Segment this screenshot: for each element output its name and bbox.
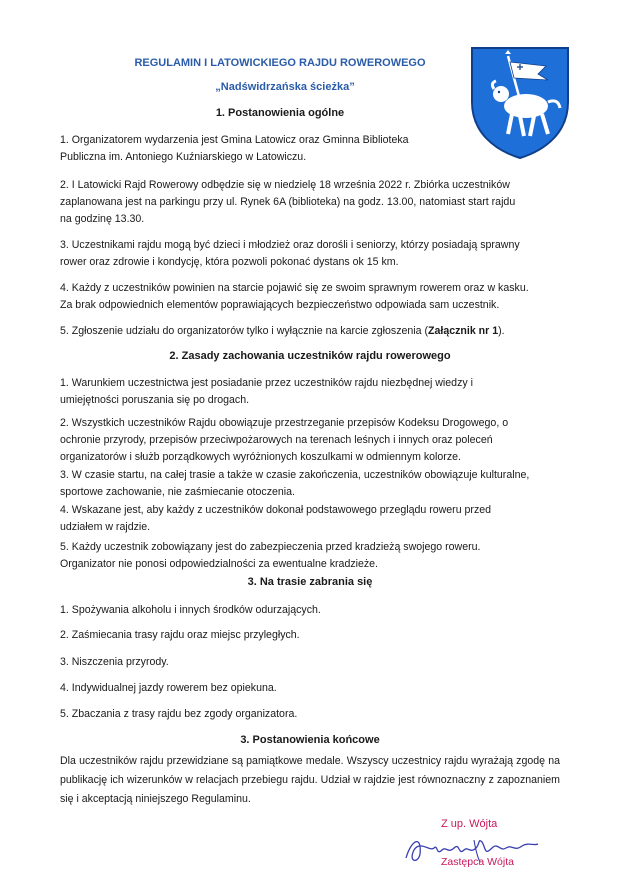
document-title: REGULAMIN I LATOWICKIEGO RAJDU ROWEROWEGO bbox=[134, 57, 426, 69]
list-item: 2. Zaśmiecania trasy rajdu oraz miejsc przyległych. bbox=[60, 629, 300, 641]
section-heading: 3. Na trasie zabrania się bbox=[247, 576, 373, 588]
list-item: 2. I Latowicki Rajd Rowerowy odbędzie się w niedzielę 18 września 2022 r. Zbiórka uczestników zaplanowana jest na parkingu przy ul. Rynek 6A (biblioteka) na godz. 13.00, natomiast start rajdu na godzinę 13.30. bbox=[60, 179, 516, 225]
list-item: 5. Każdy uczestnik zobowiązany jest do zabezpieczenia przed kradzieżą swojego roweru. Organizator nie ponosi odpowiedzialności za ewentualne kradzieże. bbox=[60, 541, 481, 570]
section-heading: 2. Zasady zachowania uczestników rajdu rowerowego bbox=[169, 350, 451, 362]
section-heading: 3. Postanowienia końcowe bbox=[240, 734, 380, 746]
list-item: 5. Zgłoszenie udziału do organizatorów tylko i wyłącznie na karcie zgłoszenia (Załącznik nr 1). bbox=[60, 325, 505, 337]
stamp-line-1: Z up. Wójta bbox=[441, 818, 498, 830]
stamp-line-2: Zastępca Wójta bbox=[441, 856, 514, 868]
document-subtitle: „Nadświdrzańska ścieżka” bbox=[215, 81, 355, 93]
list-item: 1. Organizatorem wydarzenia jest Gmina Latowicz oraz Gminna Biblioteka Publiczna im. Antoniego Kuźniarskiego w Latowiczu. bbox=[60, 134, 409, 163]
list-item: 1. Spożywania alkoholu i innych środków odurzających. bbox=[60, 604, 321, 616]
list-item: 3. W czasie startu, na całej trasie a także w czasie zakończenia, uczestników obowiązuje kulturalne, sportowe zachowanie, nie zaśmiecanie otoczenia. bbox=[60, 469, 530, 498]
list-item: 5. Zbaczania z trasy rajdu bez zgody organizatora. bbox=[60, 708, 298, 720]
closing-paragraph: Dla uczestników rajdu przewidziane są pamiątkowe medale. Wszyscy uczestnicy rajdu wyrażają zgodę na publikację ich wizerunków w relacjach przebiegu rajdu. Udział w rajdzie jest równoznaczny z zapoznaniem się i akceptacją niniejszego Regulaminu. bbox=[60, 755, 560, 805]
section-heading: 1. Postanowienia ogólne bbox=[215, 107, 345, 119]
list-item: 3. Uczestnikami rajdu mogą być dzieci i młodzież oraz dorośli i seniorzy, którzy posiadają sprawny rower oraz zdrowie i kondycję, która pozwoli pokonać dystans ok 15 km. bbox=[60, 239, 520, 268]
list-item: 4. Indywidualnej jazdy rowerem bez opiekuna. bbox=[60, 682, 277, 694]
list-item: 1. Warunkiem uczestnictwa jest posiadanie przez uczestników rajdu niezbędnej wiedzy i umiejętności poruszania się po drogach. bbox=[60, 377, 473, 406]
list-item: 2. Wszystkich uczestników Rajdu obowiązuje przestrzeganie przepisów Kodeksu Drogowego, o ochronie przyrody, przepisów przeciwpożarowych na terenach leśnych i innych oraz poleceń organizatorów i służb porządkowych wyróżnionych koszulkami w odmiennym kolorze. bbox=[60, 417, 509, 463]
list-item: 4. Wskazane jest, aby każdy z uczestników dokonał podstawowego przeglądu roweru przed udziałem w rajdzie. bbox=[60, 504, 492, 533]
list-item: 4. Każdy z uczestników powinien na starcie pojawić się ze swoim sprawnym rowerem oraz w kasku. Za brak odpowiednich elementów poprawiających bezpieczeństwo odpowiada sam uczestnik. bbox=[60, 282, 529, 311]
list-item: 3. Niszczenia przyrody. bbox=[60, 656, 169, 668]
